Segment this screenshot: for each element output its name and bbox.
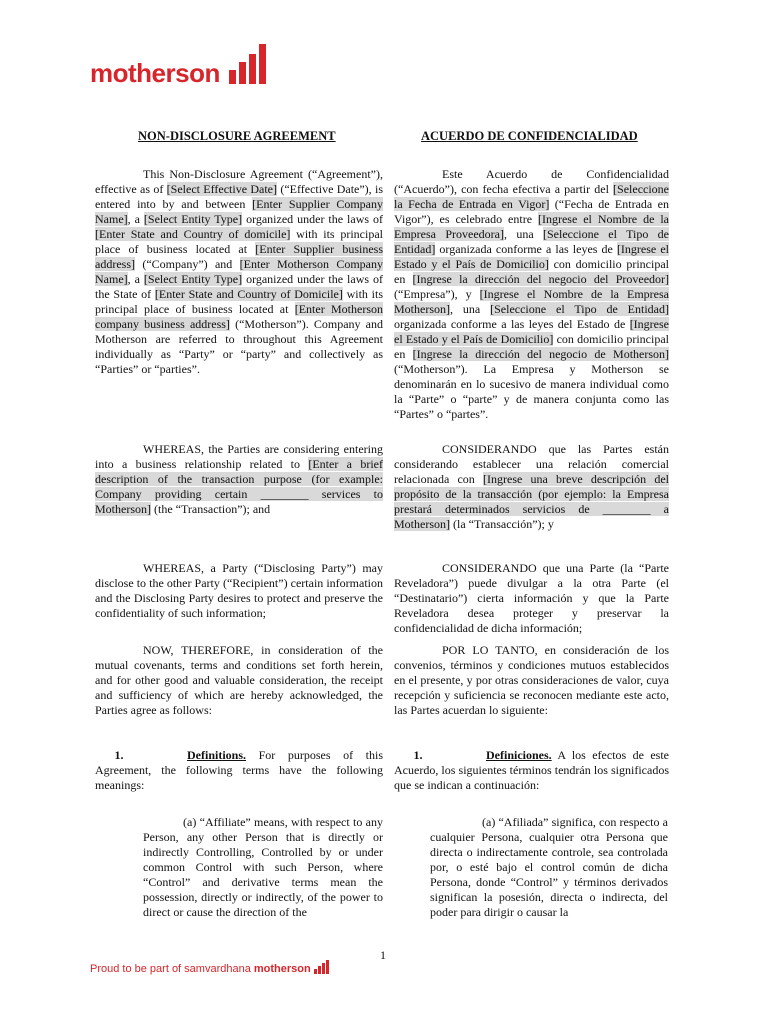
text-run: CONSIDERANDO que las Partes están considerando establecer una relación comercial relacionada con (394, 442, 669, 486)
english-whereas-2 (95, 561, 383, 621)
placeholder-field: [Enter Supplier business address] (95, 242, 383, 271)
placeholder-field: [Ingrese la dirección del negocio del Proveedor] (412, 272, 670, 286)
text-run: Este Acuerdo de Confidencialidad (“Acuerdo”), con fecha efectiva a partir del (394, 167, 669, 196)
placeholder-field: [Ingrese el Nombre de la Empresa Motherson] (394, 287, 669, 316)
text-run: , a (127, 212, 144, 226)
text-run: (“Fecha de Entrada en Vigor”), es celebrado entre (394, 197, 669, 226)
spanish-considerando-1 (394, 442, 669, 532)
english-title: NON-DISCLOSURE AGREEMENT (138, 129, 336, 143)
logo-bars-icon (229, 44, 266, 84)
section-heading: Definitions. (187, 748, 247, 762)
english-whereas-1 (95, 442, 383, 517)
placeholder-field: [Ingrese el Nombre de la Empresa Proveedora] (394, 212, 669, 241)
text-run: con domicilio principal en (394, 332, 669, 361)
motherson-logo (90, 44, 266, 86)
placeholder-field: [Select Effective Date] (166, 182, 278, 196)
placeholder-field: [Select Entity Type] (143, 212, 243, 226)
section-text: A los efectos de este Acuerdo, los siguientes términos tendrán los significados que se indican a continuación: (394, 748, 669, 792)
placeholder-field: [Enter State and Country of domicile] (95, 227, 291, 241)
placeholder-field: [Seleccione el Tipo de Entidad] (394, 227, 669, 256)
text-run: (“Company”) and (134, 257, 240, 271)
placeholder-field: [Enter Motherson Company Name] (95, 257, 383, 286)
text-run: , a (127, 272, 144, 286)
text-run: (“Empresa”), y (394, 287, 480, 301)
placeholder-field: [Select Entity Type] (143, 272, 243, 286)
placeholder-field: [Seleccione la Fecha de Entrada en Vigor] (394, 182, 669, 211)
section-number: 1. (114, 748, 124, 762)
text-run: organized under the laws of (242, 212, 384, 226)
text-run: con domicilio principal en (394, 257, 669, 286)
text-run: WHEREAS, a Party (“Disclosing Party”) may disclose to the other Party (“Recipient”) certain information and the Disclosing Party desires to protect and preserve the confidentiality of such information; (95, 561, 383, 620)
text-run: organizada conforme a las leyes del Estado de (394, 317, 630, 331)
section-text: For purposes of this Agreement, the following terms have the following meanings: (95, 748, 383, 792)
text-run: (“Motherson”). La Empresa y Motherson se denominarán en lo sucesivo de manera individual como la “Parte” o “parte” y de manera conjunta como las “Partes” o “partes”. (394, 362, 669, 421)
text-run: (la “Transacción”); y (450, 517, 554, 531)
spanish-title: ACUERDO DE CONFIDENCIALIDAD (421, 129, 638, 143)
placeholder-field: [Enter a brief description of the transaction purpose (for example: Company providing certain ________ services to Motherson] (95, 457, 384, 516)
logo-wordmark: motherson (90, 58, 220, 88)
text-run: (“Motherson”). Company and Motherson are referred to throughout this Agreement individually as “Party” or “party” and collectively as “Parties” or “parties”. (95, 317, 383, 376)
english-affiliate-definition: (a) “Affiliate” means, with respect to any Person, any other Person that is directly or indirectly Controlling, Controlled by or under common Control with such Person, where “Control” and derivative terms mean the possession, directly or indirectly, of the power to direct or cause the direction of the (143, 815, 383, 919)
text-run: , una (450, 302, 491, 316)
text-run: , una (503, 227, 543, 241)
spanish-section-1 (394, 748, 669, 793)
placeholder-field: [Enter State and Country of Domicile] (154, 287, 343, 301)
placeholder-field: [Ingrese el Estado y el País de Domicilio] (394, 242, 669, 271)
spanish-affiliate-definition: (a) “Afiliada” significa, con respecto a cualquier Persona, cualquier otra Persona que directa o indirectamente controle, sea controlada por, o esté bajo el control común de dicha Persona, donde “Control” y términos derivados significan la posesión, directa o indirecta, del poder para dirigir o causar la (430, 815, 668, 919)
section-number: 1. (413, 748, 423, 762)
text-run: (“Effective Date”), is entered into by and between (95, 182, 383, 211)
footer-tagline (90, 960, 329, 975)
english-now-therefore (95, 643, 383, 718)
placeholder-field: [Ingrese la dirección del negocio de Motherson] (412, 347, 670, 361)
spanish-por-lo-tanto (394, 643, 669, 718)
text-run: with its principal place of business located at (95, 227, 383, 256)
placeholder-field: [Enter Motherson company business address] (95, 302, 383, 331)
spanish-preamble (394, 167, 669, 422)
text-run: POR LO TANTO, en consideración de los convenios, términos y condiciones mutuos establecidos en el presente, y por otras consideraciones de valor, cuya recepción y suficiencia se reconocen mediante este acto, las Partes acuerdan lo siguiente: (394, 643, 669, 717)
spanish-considerando-2 (394, 561, 669, 636)
footer-logo-bars-icon (314, 960, 329, 974)
placeholder-field: [Enter Supplier Company Name] (95, 197, 384, 226)
text-run: WHEREAS, the Parties are considering entering into a business relationship related to (95, 442, 383, 471)
text-run: NOW, THEREFORE, in consideration of the mutual covenants, terms and conditions set forth herein, and for other good and valuable consideration, the receipt and sufficiency of which are hereby acknowledged, the Parties agree as follows: (95, 643, 383, 717)
text-run: This Non-Disclosure Agreement (“Agreement”), effective as of (95, 167, 383, 196)
page-number: 1 (380, 948, 386, 962)
text-run: organizada conforme a las leyes de (435, 242, 617, 256)
english-section-1 (95, 748, 383, 793)
section-heading: Definiciones. (486, 748, 552, 762)
footer-brand: motherson (253, 963, 311, 975)
english-preamble (95, 167, 383, 377)
placeholder-field: [Ingrese el Estado y el País de Domicilio] (394, 317, 669, 346)
placeholder-field: [Seleccione el Tipo de Entidad] (490, 302, 669, 316)
text-run: (the “Transaction”); and (151, 502, 271, 516)
footer-prefix: Proud to be part of samvardhana (90, 963, 254, 975)
text-run: organized under the laws of the State of (95, 272, 384, 301)
placeholder-field: [Ingrese una breve descripción del propósito de la transacción (por ejemplo: la Empresa prestará determinados servicios de ________ a Motherson] (394, 472, 669, 531)
text-run: with its principal place of business located at (95, 287, 384, 316)
text-run: CONSIDERANDO que una Parte (la “Parte Reveladora”) puede divulgar a la otra Parte (el “Destinatario”) cierta información y que la Parte Reveladora desea proteger y preservar la confidencialidad de dicha información; (394, 561, 669, 635)
